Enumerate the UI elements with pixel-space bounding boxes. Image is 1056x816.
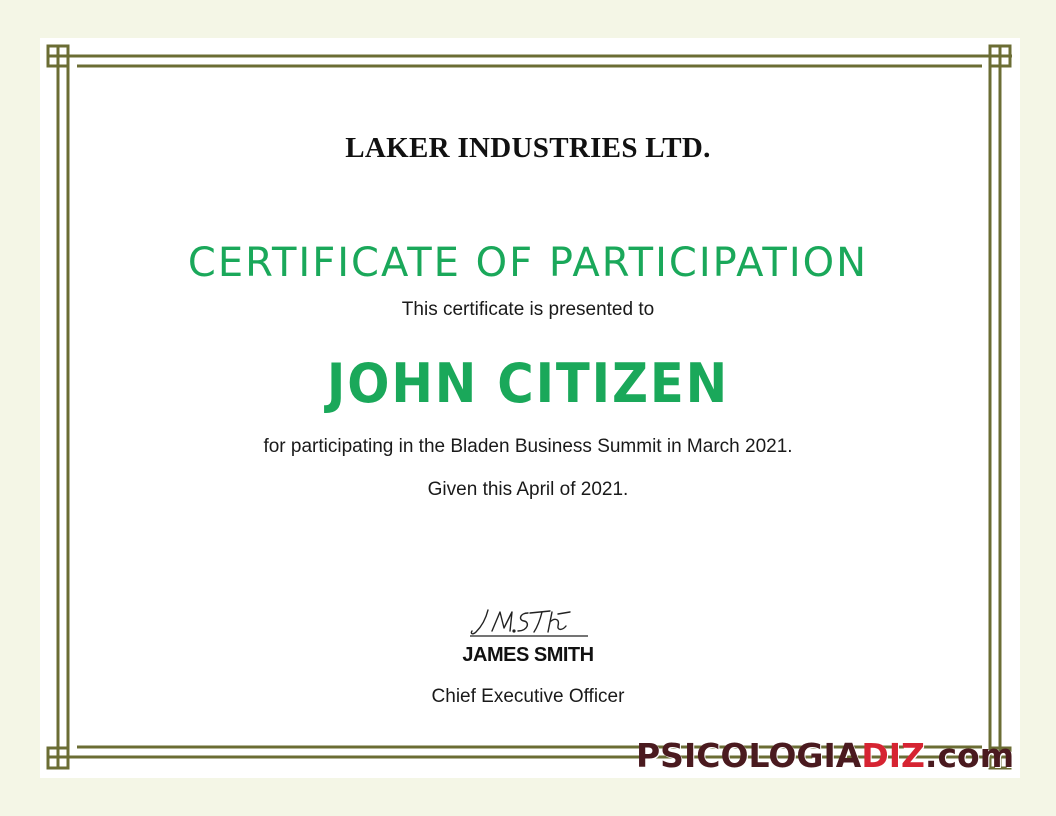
signature-stroke-t	[530, 611, 550, 632]
signature-stroke-h	[548, 612, 566, 632]
issue-date-text: Given this April of 2021.	[427, 479, 629, 500]
signature-stroke-s	[518, 613, 528, 631]
watermark-part-3: .com	[924, 736, 1015, 775]
signature-dot	[513, 630, 515, 632]
signature-stroke-m	[492, 612, 512, 631]
signature-image	[466, 604, 592, 640]
signature-stroke-j	[471, 610, 488, 634]
recipient-name: JOHN CITIZEN	[326, 352, 730, 415]
watermark-part-2: DIZ	[861, 736, 925, 775]
company-name: LAKER INDUSTRIES LTD.	[345, 132, 711, 164]
participation-reason: for participating in the Bladen Business Summit in March 2021.	[263, 436, 793, 457]
signer-title: Chief Executive Officer	[431, 686, 625, 707]
signer-name: JAMES SMITH	[462, 644, 594, 666]
watermark-text	[636, 736, 1014, 775]
presented-to-text: This certificate is presented to	[401, 299, 655, 320]
signature-flourish	[558, 612, 570, 614]
watermark-part-1: PSICOLOGIA	[636, 736, 862, 775]
certificate-title: CERTIFICATE OF PARTICIPATION	[187, 240, 869, 286]
